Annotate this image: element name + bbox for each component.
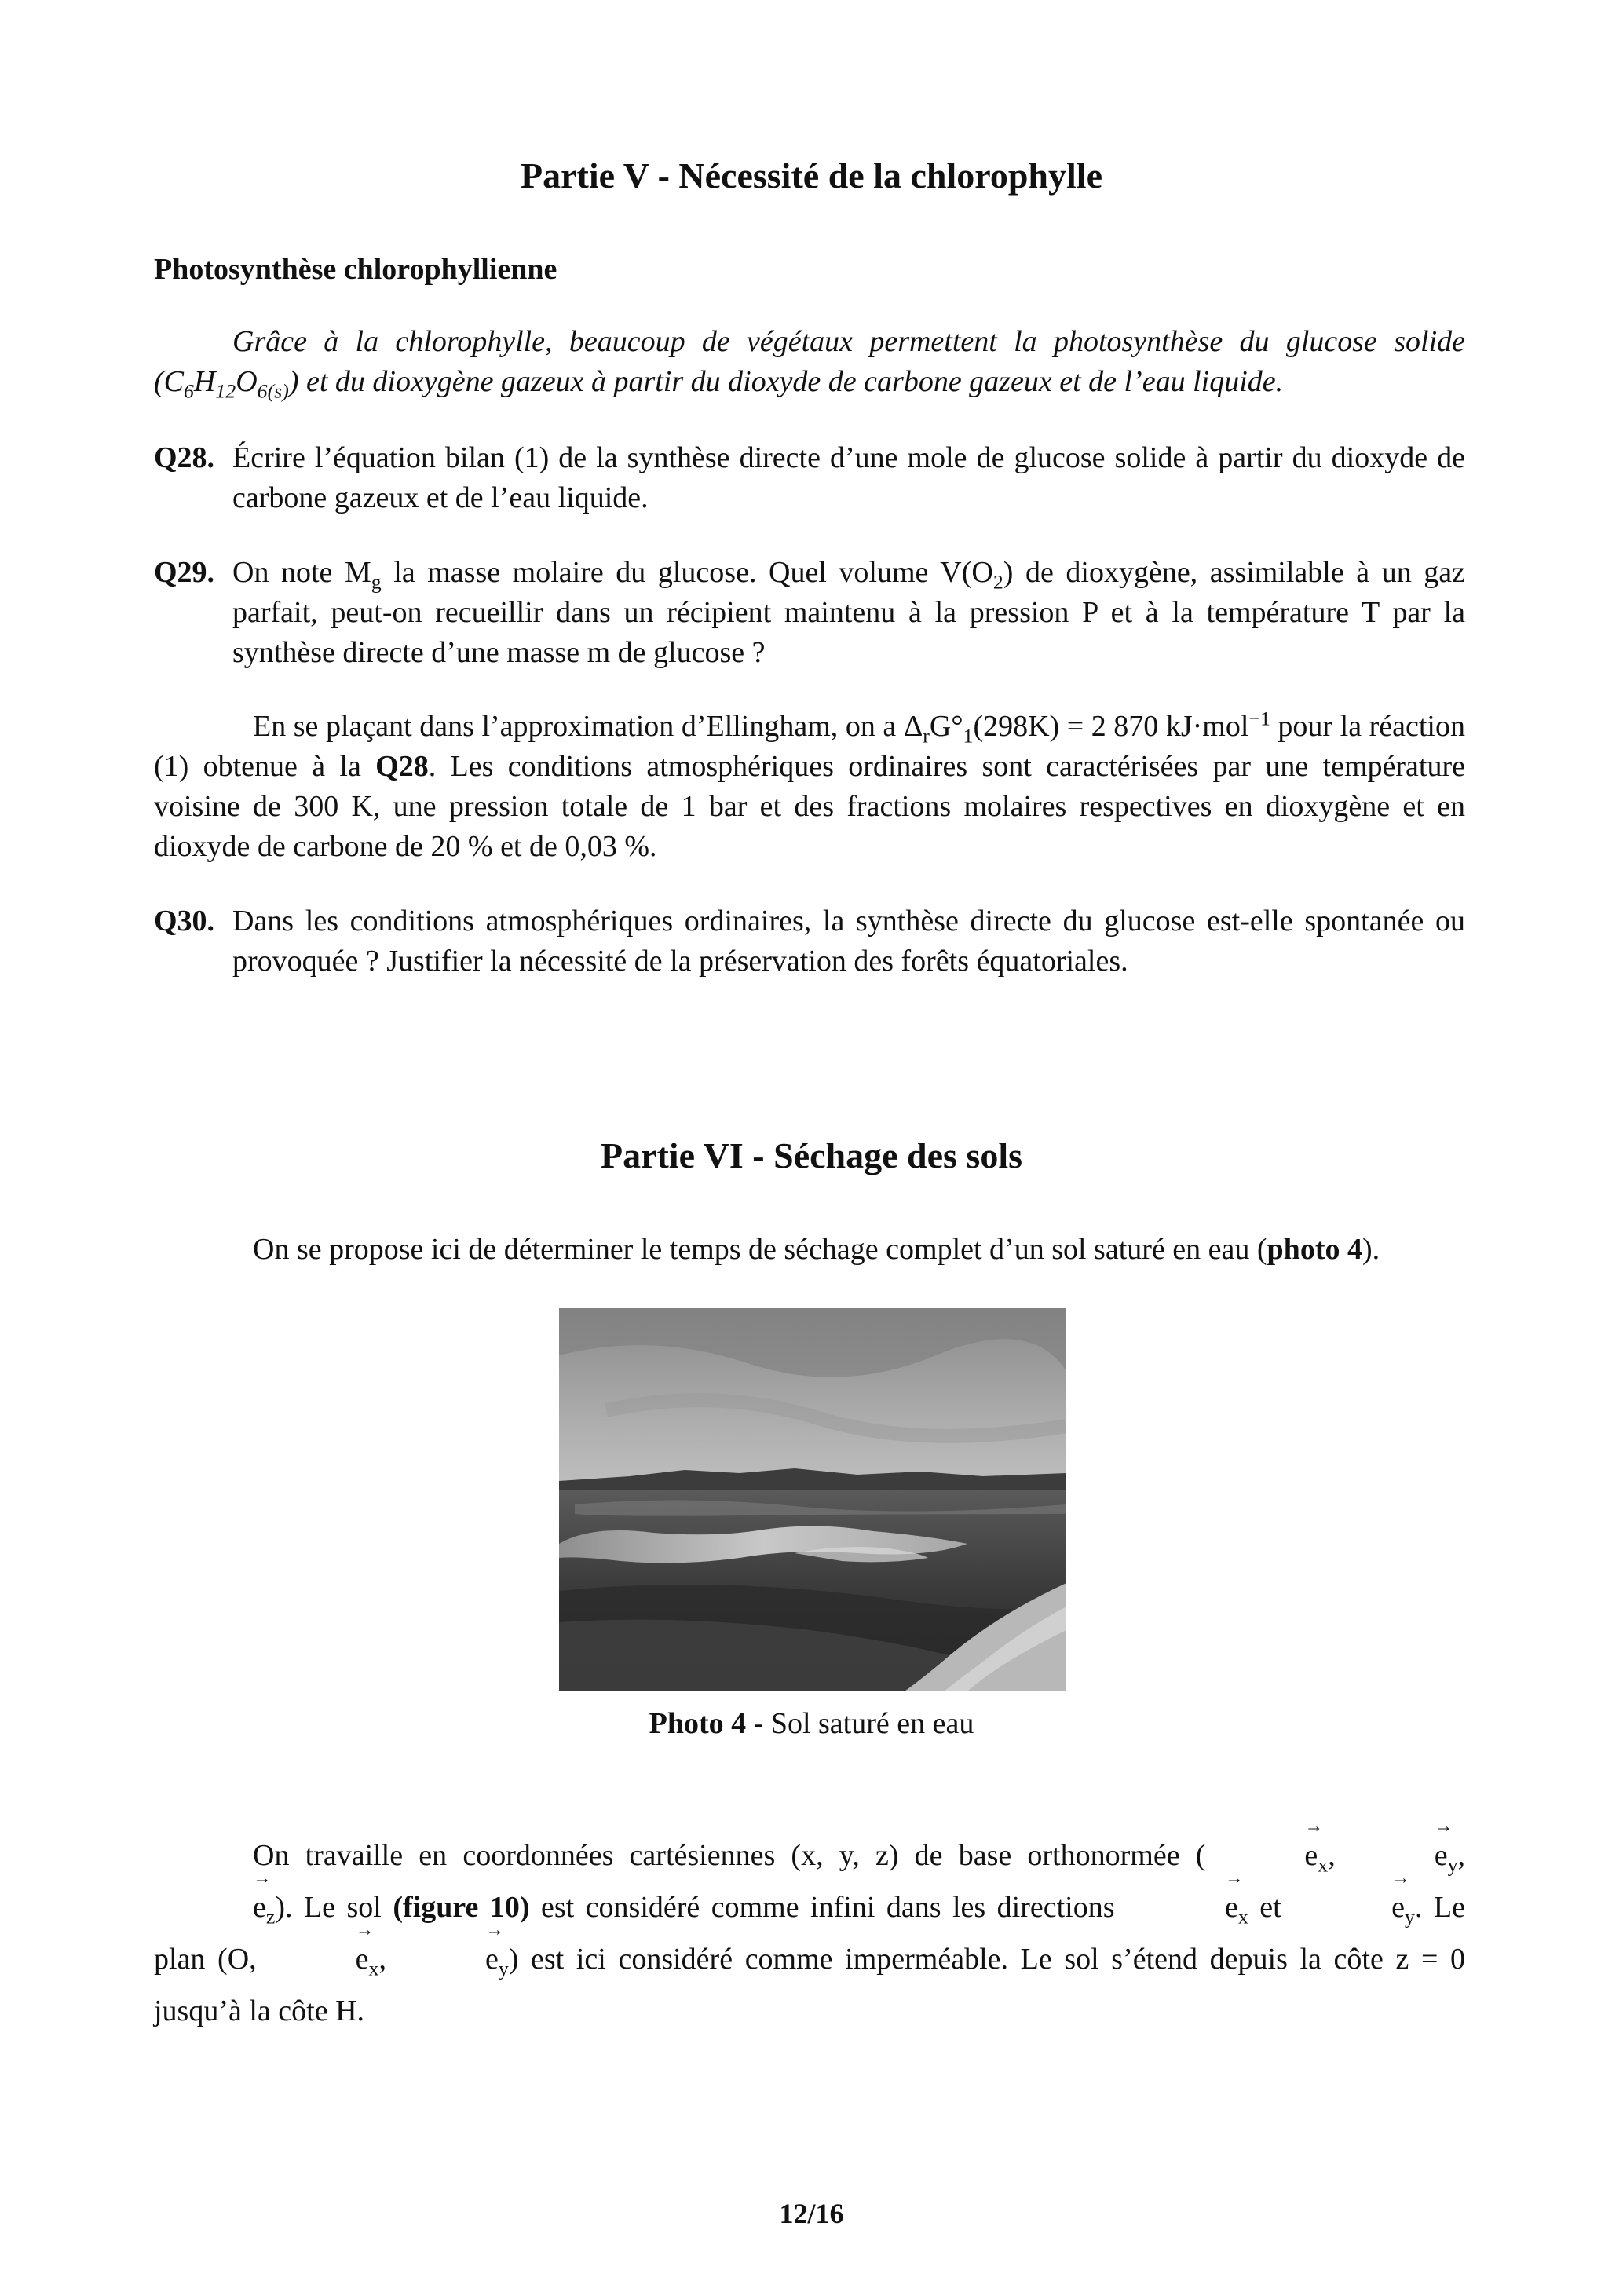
question-text: On note $M_g$ la masse molaire du glucose. Quel volume $V(O_2)$ de dioxygène, assimilable à un gaz parfait, peut-on recueillir dans un récipient maintenu à la pression P et à la température T par la synthèse directe d’une masse m de glucose ? bbox=[232, 556, 1465, 669]
question-q28 bbox=[154, 438, 1465, 518]
section-subtitle: Photosynthèse chlorophyllienne bbox=[154, 253, 557, 286]
part-vi-title: Partie VI - Séchage des sols bbox=[600, 1135, 1023, 1175]
question-text: Dans les conditions atmosphériques ordinaires, la synthèse directe du glucose est-elle spontanée ou provoquée ? Justifier la nécessité de la préservation des forêts équatoriales. bbox=[232, 905, 1465, 978]
photo-reference: photo 4 bbox=[1267, 1233, 1362, 1266]
question-number: Q28. bbox=[154, 441, 215, 474]
part-v-title: Partie V - Nécessité de la chlorophylle bbox=[521, 155, 1102, 196]
question-number: Q29. bbox=[154, 556, 215, 589]
ellingham-paragraph: En se plaçant dans l’approximation d’Ellingham, on a $\Delta_rG^\circ_1(298K) = 2$ 870 kJ·mol$^{-1}$ pour la réaction (1) obtenue à la Q28. Les conditions atmosphériques ordinaires sont caractérisées par une température voisine de 300 K, une pression totale de 1 bar et des fractions molaires respectives en dioxygène et en dioxyde de carbone de 20 % et de 0,03 %. bbox=[154, 707, 1465, 863]
photo-caption: Photo 4 - Sol saturé en eau bbox=[649, 1707, 974, 1740]
question-q29 bbox=[154, 553, 1465, 673]
question-text: Écrire l’équation bilan (1) de la synthèse directe d’une mole de glucose solide à partir du dioxyde de carbone gazeux et de l’eau liquide. bbox=[232, 441, 1465, 514]
question-number: Q30. bbox=[154, 905, 215, 938]
saturated-soil-photo bbox=[559, 1308, 1066, 1691]
question-q30 bbox=[154, 901, 1465, 982]
intro-paragraph: Grâce à la chlorophylle, beaucoup de végétaux permettent la photosynthèse du glucose solide $(C_6H_{12}O_{6(s)})$ et du dioxygène gazeux à partir du dioxyde de carbone gazeux et de l’eau liquide. bbox=[154, 325, 1465, 403]
coordinates-paragraph: On travaille en coordonnées cartésiennes (x, y, z) de base orthonormée (→ $e_x,\to e_y,\to e_z$). Le sol (figure 10) est considéré comme infini dans les directions → $e_x$ et → $e_y$. Le plan $(O,\to e_x,\to e_y)$ est ici considéré comme imperméable. Le sol s’étend depuis la côte z = 0 jusqu’à la côte H. bbox=[154, 1830, 1465, 2037]
page-number: 12/16 bbox=[779, 2198, 844, 2229]
q28-reference: Q28 bbox=[375, 750, 429, 783]
figure-reference: (figure 10) bbox=[393, 1891, 530, 1924]
part-vi-intro: On se propose ici de déterminer le temps de séchage complet d’un sol saturé en eau (photo 4). bbox=[253, 1233, 1380, 1266]
